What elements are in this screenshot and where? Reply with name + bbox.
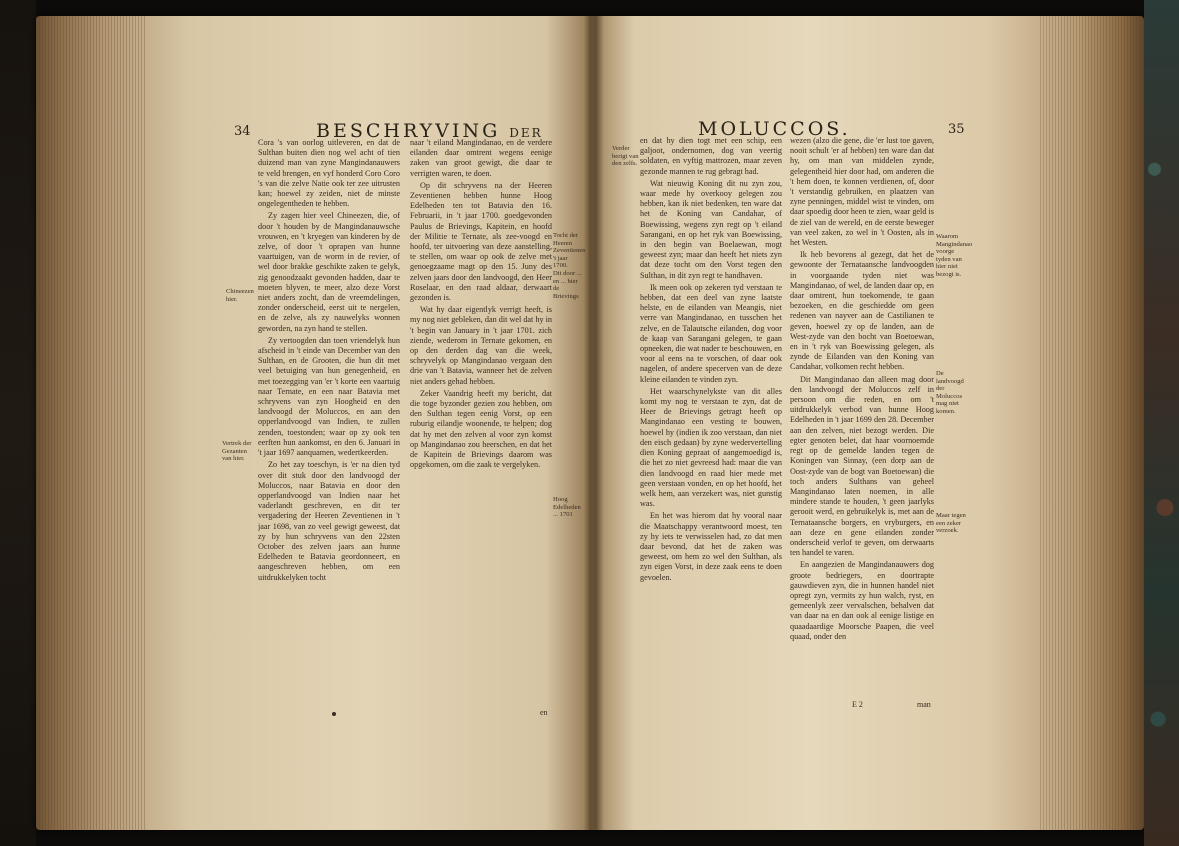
- paragraph: en dat hy dien togt met een schip, een galjoot, ondernomen, dog van veertig soldaten, en vyftig mattrozen, maar zeven gezonde mannen te rug gebragt had.: [640, 136, 782, 176]
- paragraph: En het was hierom dat hy vooral naar die Maatschappy verantwoord moest, ten zy hy iets te verwisselen had, zo dat men daar bevond, dat het de zaken was geweest, om hem zo wel den Sulthan, als zyn eigen Vorst, in deze zaak eens te doen gevoelen.: [640, 511, 782, 582]
- right-signature: E 2: [852, 700, 863, 709]
- right-side-note: Verder berigt van den zelfs.: [612, 145, 639, 168]
- left-side-note: Vertrek der Gezanten van hier.: [222, 440, 252, 463]
- paragraph: En aangezien de Mangindanauwers dog groote bedriegers, en doortrapte gauwdieven zyn, die in hunnen handel niet opregt zyn, vermits zy hun walch, ryst, en gemeenlyk zeer vervalschen, behalven dat van daar na en dan ook al eenige listige en quaadaardige Moorsche Paapen, die veel quaad, onder den: [790, 560, 934, 641]
- paragraph: Het waarschynelykste van dit alles komt my nog te verstaan te zyn, dat de Heer de Brievings getragt heeft op Mangindanao een vesting te bouwen, hoewel hy (indien ik zoo verstaan, dan niet den eisch gedaan) by zyne wedervertelling dien Koning gepraat of aangemoedigd is, die het zo niet gevreesd had: maar die van dien landvoogd en raad hier mede met geen verstaan vonden, en op het hoofd, het welk hem, aan verzekert was, niet gunstig was.: [640, 386, 782, 509]
- right-running-head: MOLUCCOS.: [698, 118, 851, 140]
- paragraph: Ik heb bevorens al gezegt, dat het de gewoonte der Ternataansche landvoogden in voorgaande tyden niet was Mangindanao, of wel, de landen daar op, en daar omtrent, hun toekomende, te gaan bezoeken, en die geschiedde om geen redenen van nayver aan de Castilianen te geven, hoewel zy op de landen, aan de West-zyde van den bocht van Boetoewan, en in 't ryk van Boewissing gelegen, als zynde de Eilanden van den Koning van Candahar, volkomen recht hebben.: [790, 250, 934, 372]
- paragraph: Zo het zay toeschyn, is 'er na dien tyd over dit stuk door den landvoogd der Moluccos, naar Batavia en door den opperlandvoogd van Indien naar het vaderlandt geschreven, en dit ter vergadering der Heeren Zeventienen in 't jaar 1698, van zo veel gewigt geweest, dat zy by hun schryvens van den 22sten October des zelven jaars aan hunne Edelheden te Batavia geordonneert, en aangeschreven hebben, om een uitdrukkelyken tocht: [258, 460, 400, 582]
- paragraph: Ik meen ook op zekeren tyd verstaan te hebben, dat een deel van zyne laatste helste, en de eilanden van Meangis, niet verre van Mangindanao, en tusschen het zelve, en de Talautsche eilanden, dog voor de kaap van Sarangani gelegen, te gaan opneeken, die wat nader te beschouwen, en voor al eens na te vorschen, of daar ook nagelen, of andere specerven van de deze kleine eilanden te vinden zyn.: [640, 282, 782, 384]
- left-running-head-main: BESCHRYVING: [316, 120, 501, 142]
- right-column-2: [790, 136, 934, 696]
- left-page-number: 34: [234, 124, 251, 139]
- paragraph: Zy vertoogden dan toen vriendelyk hun afscheid in 't einde van December van den Sulthan, en de Grooten, die hun dit met veel betuiging van hun genegenheid, en met toezegging van 'er 't korte een vaartuig naar Ternate, en een naar Batavia met schryvens van zyn Hoogheid en den landvoogd der Moluccos, en aan den opperlandvoogd van Indien, te zullen zenden, toestonden; waar op zy ook ten eerften hun aankomst, en den 6. Januari in 't jaar 1697 aanquamen, wedertkeerden.: [258, 335, 400, 458]
- paragraph: Dit Mangindanao dan alleen mag door den landvoogd der Moluccos zelf in persoon om die reden, en om 't uitdrukkelyk verbod van hunne Hoog Edelheden in 't jaar 1699 den 28. December aan den zelven, niet bezogt werden. Die egter genoten belet, dat haar voornoemde regt op de gemelde landen tegen de Koningen van Sinnay, (een dorp aan de Oost-zyde van de bogt van Boetoewan) die toch anders Sulthans van geheel Mangindanao laten noemen, in alle mindere stande te houden, 't geen jaarlyks gerooit werd, en gebruikelyk is, met aan de Ternataansche borgers, en vryburgers, en aan deze en gene eilanden zonder onderscheid verlof te geven, om derwaarts ten handel te varen.: [790, 374, 934, 558]
- left-side-note: Tocht der Heeren Zeventienen 't jaar 1700.: [553, 232, 586, 270]
- right-side-note: Waarom Mangindanao voorge tyden van hier niet bezogt is.: [936, 233, 973, 278]
- left-side-note: Chineezen hier.: [226, 288, 254, 303]
- left-catchword: en: [540, 708, 548, 717]
- paragraph: naar 't eiland Mangindanao, en de verdere eilanden daar omtrent wegens eenige zaken van groot gewigt, die daar te verrigten waren, te doen.: [410, 138, 552, 178]
- printer-ornament-dot: [332, 712, 336, 716]
- right-side-note: De landvoogd der Moluccos mag niet komen.: [936, 370, 964, 415]
- paragraph: Zy zagen hier veel Chineezen, die, of door 't houden by de Mangindanauwsche vrouwen, en 't kryegen van kinderen by de zelve, of door 't oprapen van hunne vaartuigen, van de worm in de revier, of wel door brakke geschikte zaken te gelyk, zig genoodzaakt gevonden hadden, daar te moeten blyven, te meer, alzo deze Vorst niet anders zocht, dan de vreemdelingen, zonder onderscheid, eerst uit te nergelen, en de zelve, als zy nauwelyks wonnen geworden, na zyn hand te stellen.: [258, 211, 400, 333]
- paragraph: Wat nieuwig Koning dit nu zyn zou, waar mede hy overkooy gelegen zou hebben, kan ik niet bedenken, ten ware dat het de Koning van Candahar, of Boewissing, wegens zyn regt op 't eiland Sarangani, en op het ryk van Boewissing, in den begin van Boelaewan, mogt geweest zyn; maar dan heeft het niets zyn dat deze tocht om den Vorst tegen den Sulthan, in dit zyn regt te handhaven.: [640, 178, 782, 280]
- paragraph: Op dit schryvens na der Heeren Zeventienen hebben hunne Hoog Edelheden ten tot Batavia den 16. Februarii, in 't jaar 1700. goedgevonden Paulus de Brievings, Kapitein, en hoofd der Militie te Ternate, als zee-voogd en hoofd, ter uitvoering van deze aanstelling, te stellen, om waar op ook de zelve met genoegzaame magt op den 15. Juny des zelven jaars door den landvoogd, den Heer Roselaar, en den raad aldaar, derwaart gezonden is.: [410, 180, 552, 303]
- right-column-1: [640, 136, 782, 708]
- right-catchword: man: [917, 700, 931, 709]
- right-page: [590, 0, 1179, 846]
- left-column-1: [258, 138, 400, 703]
- right-page-number: 35: [948, 122, 965, 137]
- right-side-note: Maar tegen een zeker verzoek.: [936, 512, 966, 535]
- paragraph: Wat hy daar eigentlyk verrigt heeft, is my nog niet gebleken, dan dit wel dat hy in 't begin van January in 't jaar 1701. zich ziende, wederom in Ternate gekomen, en op den derden dag van die week, schryvelyk op Mangindanao vergaan den drie van 't Batavia, wanneer het de zelven niet anders gehad hebben.: [410, 305, 552, 386]
- left-side-note: Hoog Edelheden ... 1701: [553, 496, 581, 519]
- paragraph: Zeker Vaandrig heeft my bericht, dat die toge byzonder gezien zou hebben, om den Sulthan tegen eenig Vorst, op een ruburig eilandje woonende, te helpen; dog dat hy met den zelven al voor zyn komst op Mangindanao zou heerschen, en dat het de Kapitein de Brievings daarom was opgekomen, om die zaak te vergelyken.: [410, 388, 552, 470]
- left-running-head-small: DER: [509, 126, 543, 140]
- left-column-2: [410, 138, 552, 723]
- paragraph: Cora 's van oorlog uitleveren, en dat de Sulthan buiten dien nog wel acht of tien duizend man van zyne Mangindanauwers te veld brengen, en vyf honderd Coro Coro 's van die zelve Natie ook ter zee uitrusten kan; hoewel zy zeiden, niet de minste ongelegentheden te hebben.: [258, 138, 400, 209]
- left-side-note: Dit door ... en ... hier de Brievings: [553, 270, 582, 300]
- paragraph: wezen (alzo die gene, die 'er lust toe gaven, nooit schult 'er af hebben) ten ware dan dat hy, om man van middelen zynde, gelegentheid hier door had, om anderen die 't hem doen, te konnen verdienen, of, door 't verstandig gebruiken, en plaatzen van zyne penningen, middel wist te vinden, om daar spoedig door heen te zien, waar geld is de ziel van de wereld, en de eerste beweger van veel zaken, zo wel in 't Oosten, als in het Westen.: [790, 136, 934, 248]
